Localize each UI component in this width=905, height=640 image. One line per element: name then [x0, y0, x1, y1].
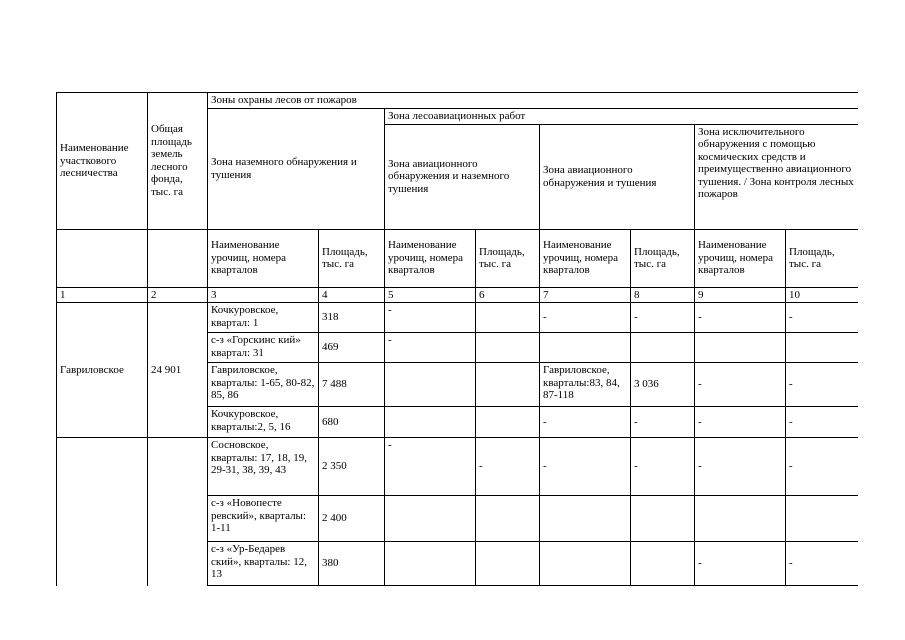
subheader-name: Наименование урочищ, номера кварталов — [208, 229, 319, 287]
header-aviation-works: Зона лесоавиационных работ — [385, 108, 859, 124]
cell-empty — [385, 496, 476, 542]
cell-dash: - — [786, 542, 859, 586]
lesnichestvo-name: Гавриловское — [57, 303, 148, 438]
total-area: 24 901 — [148, 303, 208, 438]
column-number: 6 — [476, 287, 540, 303]
cell-empty — [476, 363, 540, 407]
subheader-name: Наименование урочищ, номера кварталов — [385, 229, 476, 287]
header-total-area: Общая площадь земель лесного фонда, тыс. га — [148, 93, 208, 230]
cell-dash: - — [695, 363, 786, 407]
cell-dash: - — [786, 407, 859, 438]
cell-empty — [540, 496, 631, 542]
column-number: 8 — [631, 287, 695, 303]
cell-dash: - — [786, 438, 859, 496]
cell-area: 2 350 — [319, 438, 385, 496]
subheader-area: Площадь, тыс. га — [631, 229, 695, 287]
cell-dash: - — [385, 333, 476, 363]
cell-area: 380 — [319, 542, 385, 586]
subheader-name: Наименование урочищ, номера кварталов — [540, 229, 631, 287]
cell-empty — [385, 363, 476, 407]
table-row — [57, 438, 859, 496]
cell-empty — [695, 496, 786, 542]
cell-empty — [385, 542, 476, 586]
column-number: 7 — [540, 287, 631, 303]
cell-dash: - — [695, 407, 786, 438]
header-ground-zone: Зона наземного обнаружения и тушения — [208, 108, 385, 229]
column-number: 5 — [385, 287, 476, 303]
cell-dash: - — [540, 407, 631, 438]
column-number: 1 — [57, 287, 148, 303]
cell-empty — [385, 407, 476, 438]
subheader-area: Площадь, тыс. га — [476, 229, 540, 287]
cell-empty — [476, 333, 540, 363]
subheader-area: Площадь, тыс. га — [319, 229, 385, 287]
cell-dash: - — [631, 438, 695, 496]
column-number: 9 — [695, 287, 786, 303]
cell-dash: - — [540, 303, 631, 333]
cell-name: Кочкуровское, квартал: 1 — [208, 303, 319, 333]
cell-dash: - — [695, 438, 786, 496]
header-lesnichestvo: Наименование участкового лесничества — [57, 93, 148, 230]
cell-empty — [695, 333, 786, 363]
cell-name: Сосновское, кварталы: 17, 18, 19, 29-31, 38, 39, 43 — [208, 438, 319, 496]
cell-empty — [631, 496, 695, 542]
cell-dash: - — [385, 438, 476, 496]
cell-name: с-з «Горскинс кий» квартал: 31 — [208, 333, 319, 363]
fire-zones-table — [56, 92, 858, 586]
header-avia-zone: Зона авиационного обнаружения и тушения — [540, 124, 695, 229]
column-number: 3 — [208, 287, 319, 303]
cell-area: 2 400 — [319, 496, 385, 542]
cell-empty — [631, 542, 695, 586]
cell-dash: - — [631, 303, 695, 333]
cell-dash: - — [695, 542, 786, 586]
cell-name: Кочкуровское, кварталы:2, 5, 16 — [208, 407, 319, 438]
cell-empty — [148, 438, 208, 586]
cell-empty — [476, 407, 540, 438]
cell-dash: - — [786, 303, 859, 333]
cell-empty — [786, 496, 859, 542]
cell-dash: - — [385, 303, 476, 333]
header-fire-zones: Зоны охраны лесов от пожаров — [208, 93, 859, 109]
cell-empty — [540, 333, 631, 363]
cell-area: 7 488 — [319, 363, 385, 407]
subheader-name: Наименование урочищ, номера кварталов — [695, 229, 786, 287]
cell-empty — [476, 496, 540, 542]
cell-area: 3 036 — [631, 363, 695, 407]
cell-name: с-з «Ур-Бедарев ский», кварталы: 12, 13 — [208, 542, 319, 586]
cell-empty — [476, 303, 540, 333]
cell-dash: - — [786, 363, 859, 407]
cell-empty — [786, 333, 859, 363]
cell-name: Гавриловское, кварталы: 1-65, 80-82, 85, 86 — [208, 363, 319, 407]
cell-dash: - — [476, 438, 540, 496]
cell-empty — [57, 438, 148, 586]
document-sheet — [56, 92, 858, 588]
cell-name: с-з «Новопесте ревский», кварталы: 1-11 — [208, 496, 319, 542]
column-number: 4 — [319, 287, 385, 303]
column-number: 10 — [786, 287, 859, 303]
column-number: 2 — [148, 287, 208, 303]
header-empty-cell — [148, 229, 208, 287]
header-empty-cell — [57, 229, 148, 287]
cell-area: 469 — [319, 333, 385, 363]
cell-empty — [476, 542, 540, 586]
table-row — [57, 303, 859, 333]
cell-empty — [540, 542, 631, 586]
cell-dash: - — [631, 407, 695, 438]
cell-area: 318 — [319, 303, 385, 333]
subheader-area: Площадь, тыс. га — [786, 229, 859, 287]
column-number-row — [57, 287, 859, 303]
cell-empty — [631, 333, 695, 363]
cell-area: 680 — [319, 407, 385, 438]
cell-name: Гавриловское, кварталы:83, 84, 87-118 — [540, 363, 631, 407]
header-space-zone: Зона исключительного обнаружения с помощью космических средств и преимущественно авиационного тушения. / Зона контроля лесных пожаров — [695, 124, 859, 229]
cell-dash: - — [695, 303, 786, 333]
header-avia-ground-zone: Зона авиационного обнаружения и наземного тушения — [385, 124, 540, 229]
cell-dash: - — [540, 438, 631, 496]
